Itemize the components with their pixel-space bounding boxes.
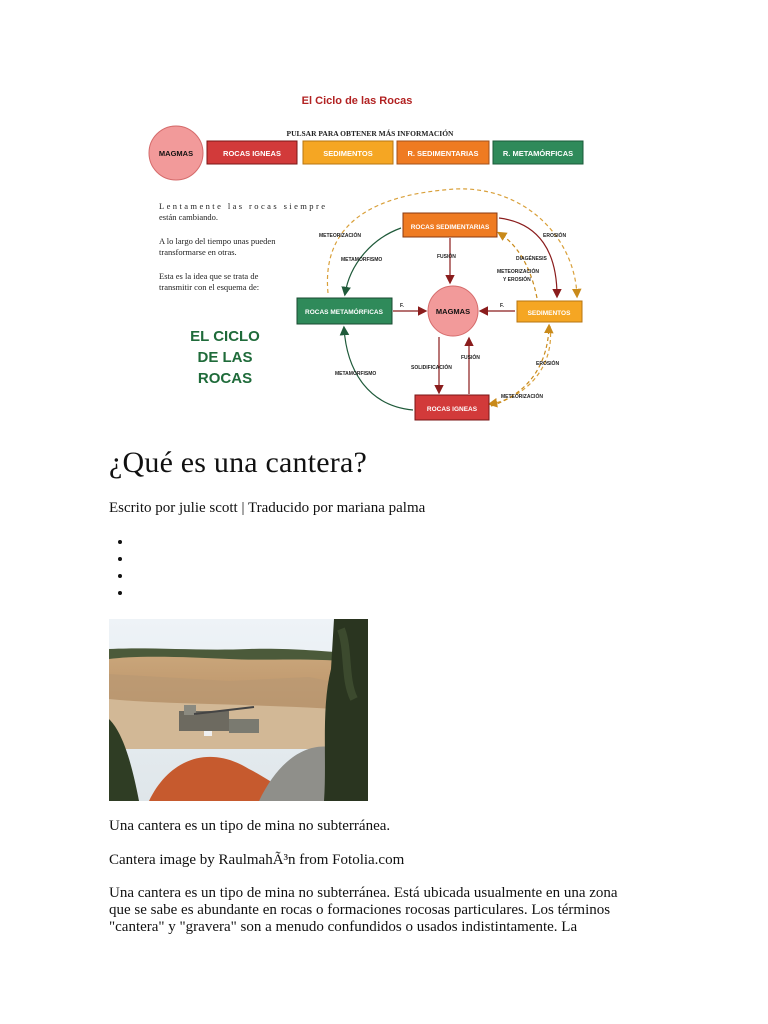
label-y-erosion: Y EROSIÓN — [503, 277, 531, 283]
diagram-subtitle: PULSAR PARA OBTENER MÁS INFORMACIÓN — [286, 129, 454, 138]
article-title: ¿Qué es una cantera? — [109, 446, 368, 479]
node-sedimentos-label: SEDIMENTOS — [527, 310, 571, 317]
label-meteorizacion: METEORIZACIÓN — [501, 394, 543, 400]
intro-line: transmitir con el esquema de: — [159, 282, 260, 292]
label-metamorfismo: METAMORFISMO — [335, 371, 377, 377]
rock-cycle-diagram — [145, 88, 595, 428]
photo-caption: Una cantera es un tipo de mina no subterránea. — [109, 818, 391, 834]
nav-metamorficas-label: R. METAMÓRFICAS — [502, 149, 574, 158]
node-sedimentarias-label: ROCAS SEDIMENTARIAS — [410, 224, 490, 231]
label-meteorizacion: METEORIZACIÓN — [497, 269, 539, 275]
node-rocas-igneas[interactable] — [415, 395, 489, 420]
nav-sedimentos-label: SEDIMENTOS — [323, 149, 373, 158]
nav-metamorficas-button[interactable] — [493, 141, 583, 164]
nav-sedimentarias-button[interactable] — [397, 141, 489, 164]
share-bullet-list — [109, 534, 133, 602]
big-title-line: DE LAS — [197, 349, 253, 366]
article-byline: Escrito por julie scott | Traducido por mariana palma — [109, 500, 426, 516]
node-metamorficas-label: ROCAS METAMÓRFICAS — [305, 309, 383, 316]
label-f: F. — [500, 303, 504, 309]
node-igneas-label: ROCAS IGNEAS — [426, 406, 478, 413]
node-magmas[interactable] — [428, 286, 478, 336]
arrow-sedimentos-to-sedimentarias — [499, 233, 537, 298]
node-sedimentos[interactable] — [517, 301, 582, 322]
label-erosion: EROSIÓN — [536, 361, 560, 367]
nav-magmas-label: MAGMAS — [158, 149, 194, 158]
big-title-line: EL CICLO — [190, 328, 260, 345]
diagram-title: El Ciclo de las Rocas — [301, 95, 413, 107]
label-f: F. — [400, 303, 404, 309]
node-rocas-sedimentarias[interactable] — [403, 213, 497, 237]
nav-magmas-button[interactable] — [149, 126, 203, 180]
node-rocas-metamorficas[interactable] — [297, 298, 392, 324]
body-line: que se sabe es abundante en rocas o formaciones rocosas particulares. Los términos — [109, 902, 611, 918]
article-body — [109, 885, 649, 936]
intro-line: están cambiando. — [159, 212, 219, 222]
node-magmas-label: MAGMAS — [435, 307, 471, 316]
intro-line: A lo largo del tiempo unas pueden — [159, 236, 276, 246]
label-diagenesis: DIAGÉNESIS — [516, 256, 547, 262]
label-solidificacion: SOLIDIFICACIÓN — [411, 365, 452, 371]
label-meteorizacion: METEORIZACIÓN — [319, 233, 361, 239]
body-line: "cantera" y "gravera" son a menudo confundidos o usados indistintamente. La — [109, 919, 578, 935]
label-fusion: FUSIÓN — [437, 254, 456, 260]
big-title-line: ROCAS — [197, 370, 253, 387]
label-metamorfismo: METAMORFISMO — [341, 257, 383, 263]
nav-sedimentarias-label: R. SEDIMENTARIAS — [407, 149, 479, 158]
label-fusion: FUSIÓN — [461, 355, 480, 361]
outer-cycle-arc — [327, 189, 577, 296]
nav-igneas-label: ROCAS IGNEAS — [223, 149, 281, 158]
intro-line: Esta es la idea que se trata de — [159, 271, 259, 281]
intro-line: transformarse en otras. — [159, 247, 237, 257]
intro-line: Lentamente las rocas siempre — [159, 201, 325, 211]
quarry-photo — [109, 619, 368, 801]
arrow-igneas-to-metamorficas — [344, 328, 413, 410]
nav-sedimentos-button[interactable] — [303, 141, 393, 164]
nav-igneas-button[interactable] — [207, 141, 297, 164]
photo-credit: Cantera image by RaulmahÃ³n from Fotolia.com — [109, 852, 405, 868]
body-line: Una cantera es un tipo de mina no subterránea. Está ubicada usualmente en una zona — [109, 885, 618, 901]
label-erosion: EROSIÓN — [543, 233, 567, 239]
